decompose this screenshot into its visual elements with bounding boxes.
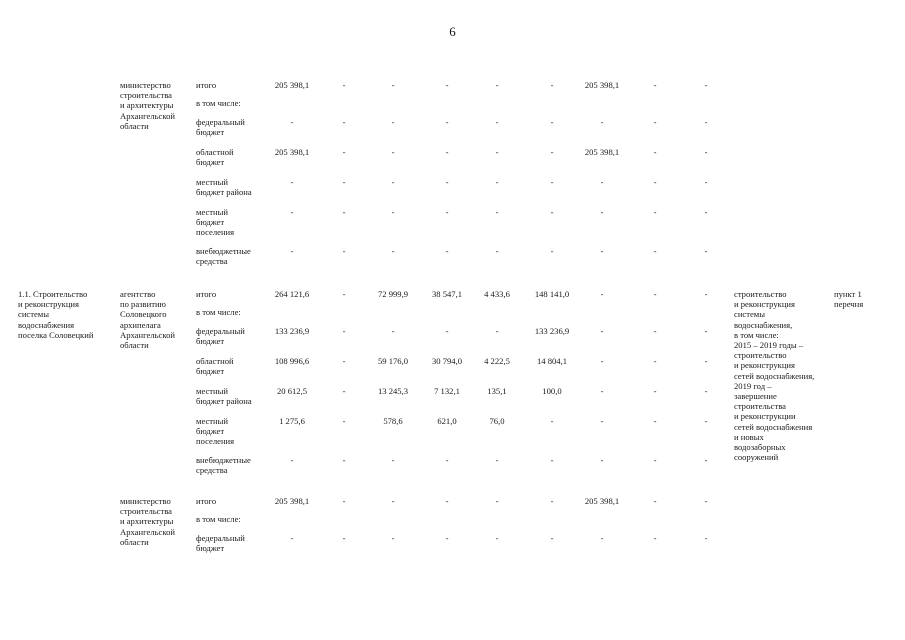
value-cell: - [653,416,657,426]
funding-source-label: внебюджетные средства [196,455,251,476]
value-cell: - [550,416,554,426]
value-cell: - [445,455,449,465]
value-cell: - [445,80,449,90]
value-cell: - [653,80,657,90]
value-cell: - [704,416,708,426]
value-cell: - [342,416,346,426]
value-cell: - [342,326,346,336]
value-cell: - [495,207,499,217]
value-cell: - [342,455,346,465]
value-cell: - [653,533,657,543]
value-cell: - [704,246,708,256]
value-cell: - [445,246,449,256]
value-cell: - [653,455,657,465]
value-cell: - [445,117,449,127]
value-cell: 578,6 [383,416,403,426]
value-cell: - [600,455,604,465]
value-cell: - [391,117,395,127]
value-cell: - [653,147,657,157]
item-label: 1.1. Строительство и реконструкция системы водоснабжения поселка Соловецкий [18,289,94,340]
value-cell: - [653,496,657,506]
funding-source-label: итого [196,496,217,506]
value-cell: - [290,207,294,217]
value-cell: - [550,80,554,90]
value-cell: 4 433,6 [484,289,510,299]
value-cell: - [600,289,604,299]
value-cell: - [653,289,657,299]
funding-source-label: итого [196,289,217,299]
value-cell: - [704,455,708,465]
value-cell: - [550,533,554,543]
value-cell: - [342,80,346,90]
executor-label: агентство по развитию Соловецкого архипелага Архангельской области [120,289,175,351]
result-description: строительство и реконструкция системы водоснабжения, в том числе: 2015 – 2019 годы – строительство и реконструкция сетей водоснабжения, 2019 год – завершение строительства и реконструкции сетей водоснабжения и новых водозаборных сооружений [734,289,815,463]
value-cell: - [391,177,395,187]
value-cell: - [704,177,708,187]
value-cell: - [550,117,554,127]
value-cell: - [704,207,708,217]
value-cell: - [342,117,346,127]
value-cell: - [391,326,395,336]
value-cell: - [391,147,395,157]
value-cell: - [342,207,346,217]
value-cell: 205 398,1 [584,147,620,157]
value-cell: - [495,177,499,187]
funding-source-label: местный бюджет района [196,386,252,407]
value-cell: 38 547,1 [431,289,463,299]
value-cell: - [600,177,604,187]
value-cell: - [704,80,708,90]
value-cell: - [445,496,449,506]
value-cell: 108 996,6 [274,356,310,366]
value-cell: - [495,326,499,336]
value-cell: - [391,246,395,256]
value-cell: - [653,326,657,336]
value-cell: 1 275,6 [279,416,305,426]
value-cell: - [704,289,708,299]
value-cell: - [704,386,708,396]
value-cell: - [290,533,294,543]
value-cell: 135,1 [487,386,507,396]
value-cell: 205 398,1 [584,80,620,90]
value-cell: - [550,455,554,465]
value-cell: 205 398,1 [274,147,310,157]
value-cell: - [342,177,346,187]
value-cell: 4 222,5 [484,356,510,366]
funding-source-label: в том числе: [196,307,241,317]
value-cell: - [391,455,395,465]
value-cell: 205 398,1 [584,496,620,506]
executor-label: министерство строительства и архитектуры Архангельской области [120,496,175,547]
value-cell: - [653,117,657,127]
value-cell: 7 132,1 [434,386,460,396]
value-cell: - [600,356,604,366]
value-cell: - [391,80,395,90]
value-cell: - [342,386,346,396]
value-cell: 20 612,5 [276,386,308,396]
value-cell: - [600,207,604,217]
value-cell: - [550,246,554,256]
value-cell: - [653,356,657,366]
funding-source-label: местный бюджет района [196,177,252,198]
value-cell: - [550,496,554,506]
value-cell: - [290,455,294,465]
value-cell: - [342,246,346,256]
value-cell: - [495,455,499,465]
value-cell: - [495,533,499,543]
funding-source-label: внебюджетные средства [196,246,251,267]
value-cell: - [342,356,346,366]
value-cell: 30 794,0 [431,356,463,366]
value-cell: 621,0 [437,416,457,426]
value-cell: 133 236,9 [534,326,570,336]
value-cell: - [391,207,395,217]
value-cell: - [600,386,604,396]
value-cell: 148 141,0 [534,289,570,299]
value-cell: - [495,246,499,256]
value-cell: - [445,177,449,187]
value-cell: 264 121,6 [274,289,310,299]
value-cell: - [600,416,604,426]
value-cell: - [495,117,499,127]
value-cell: - [600,117,604,127]
value-cell: - [550,177,554,187]
value-cell: 133 236,9 [274,326,310,336]
funding-source-label: областной бюджет [196,147,234,168]
value-cell: 14 804,1 [536,356,568,366]
funding-source-label: итого [196,80,217,90]
value-cell: - [653,207,657,217]
funding-source-label: в том числе: [196,98,241,108]
value-cell: - [653,177,657,187]
value-cell: - [445,147,449,157]
value-cell: - [704,533,708,543]
value-cell: - [445,326,449,336]
value-cell: - [704,117,708,127]
page-number: 6 [449,24,456,39]
funding-source-label: федеральный бюджет [196,326,245,347]
value-cell: - [600,246,604,256]
value-cell: - [495,147,499,157]
value-cell: - [550,147,554,157]
value-cell: - [342,147,346,157]
value-cell: - [342,289,346,299]
value-cell: 205 398,1 [274,80,310,90]
value-cell: - [495,80,499,90]
value-cell: 205 398,1 [274,496,310,506]
value-cell: 72 999,9 [377,289,409,299]
value-cell: - [600,326,604,336]
value-cell: - [600,533,604,543]
value-cell: - [290,177,294,187]
value-cell: - [704,326,708,336]
value-cell: 59 176,0 [377,356,409,366]
value-cell: - [445,207,449,217]
value-cell: - [391,496,395,506]
value-cell: 13 245,3 [377,386,409,396]
reference-label: пункт 1 перечня [834,289,864,310]
value-cell: - [391,533,395,543]
funding-source-label: федеральный бюджет [196,533,245,554]
value-cell: 76,0 [489,416,505,426]
executor-label: министерство строительства и архитектуры Архангельской области [120,80,175,131]
value-cell: - [704,496,708,506]
value-cell: - [495,496,499,506]
value-cell: - [290,246,294,256]
value-cell: - [290,117,294,127]
value-cell: - [445,533,449,543]
value-cell: - [550,207,554,217]
value-cell: 100,0 [542,386,562,396]
value-cell: - [342,496,346,506]
funding-source-label: местный бюджет поселения [196,416,235,447]
funding-source-label: областной бюджет [196,356,234,377]
value-cell: - [653,246,657,256]
funding-source-label: в том числе: [196,514,241,524]
value-cell: - [342,533,346,543]
value-cell: - [653,386,657,396]
value-cell: - [704,356,708,366]
funding-source-label: федеральный бюджет [196,117,245,138]
funding-source-label: местный бюджет поселения [196,207,235,238]
value-cell: - [704,147,708,157]
